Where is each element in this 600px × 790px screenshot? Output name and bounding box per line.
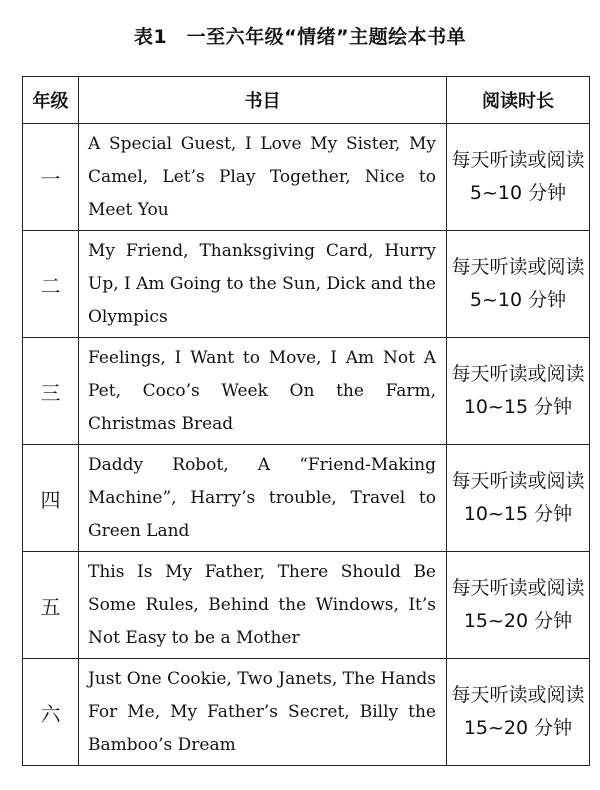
time-duration: 10~15 分钟 xyxy=(463,396,573,418)
grade-cell: 三 xyxy=(23,338,79,445)
time-duration: 5~10 分钟 xyxy=(469,289,567,311)
books-cell: Daddy Robot, A “Friend-Making Machine”, Harry’s trouble, Travel to Green Land xyxy=(79,445,447,552)
header-row xyxy=(23,77,590,124)
time-duration: 15~20 分钟 xyxy=(463,717,573,739)
header-time: 阅读时长 xyxy=(447,77,590,124)
books-cell: My Friend, Thanksgiving Card, Hurry Up, I Am Going to the Sun, Dick and the Olympics xyxy=(79,231,447,338)
grade-cell: 五 xyxy=(23,552,79,659)
table-row xyxy=(23,338,590,445)
time-frequency: 每天听读或阅读 xyxy=(451,577,585,599)
time-cell xyxy=(447,552,590,659)
table-title: 表1 一至六年级“情绪”主题绘本书单 xyxy=(133,26,467,48)
grade-cell: 二 xyxy=(23,231,79,338)
time-cell xyxy=(447,659,590,766)
time-cell xyxy=(447,231,590,338)
grade-cell: 六 xyxy=(23,659,79,766)
time-duration: 10~15 分钟 xyxy=(463,503,573,525)
table-row xyxy=(23,659,590,766)
time-frequency: 每天听读或阅读 xyxy=(451,256,585,278)
time-frequency: 每天听读或阅读 xyxy=(451,470,585,492)
time-cell xyxy=(447,338,590,445)
table-row xyxy=(23,445,590,552)
time-duration: 5~10 分钟 xyxy=(469,182,567,204)
time-frequency: 每天听读或阅读 xyxy=(451,149,585,171)
time-cell xyxy=(447,124,590,231)
grade-cell: 一 xyxy=(23,124,79,231)
time-cell xyxy=(447,445,590,552)
books-cell: Just One Cookie, Two Janets, The Hands For Me, My Father’s Secret, Billy the Bamboo’s Dream xyxy=(79,659,447,766)
books-cell: A Special Guest, I Love My Sister, My Camel, Let’s Play Together, Nice to Meet You xyxy=(79,124,447,231)
books-cell: This Is My Father, There Should Be Some Rules, Behind the Windows, It’s Not Easy to be a Mother xyxy=(79,552,447,659)
grade-cell: 四 xyxy=(23,445,79,552)
header-books: 书目 xyxy=(79,77,447,124)
time-frequency: 每天听读或阅读 xyxy=(451,684,585,706)
reading-list-table xyxy=(22,76,590,766)
header-grade: 年级 xyxy=(23,77,79,124)
table-row xyxy=(23,552,590,659)
time-frequency: 每天听读或阅读 xyxy=(451,363,585,385)
table-row xyxy=(23,124,590,231)
time-duration: 15~20 分钟 xyxy=(463,610,573,632)
books-cell: Feelings, I Want to Move, I Am Not A Pet, Coco’s Week On the Farm, Christmas Bread xyxy=(79,338,447,445)
table-row xyxy=(23,231,590,338)
